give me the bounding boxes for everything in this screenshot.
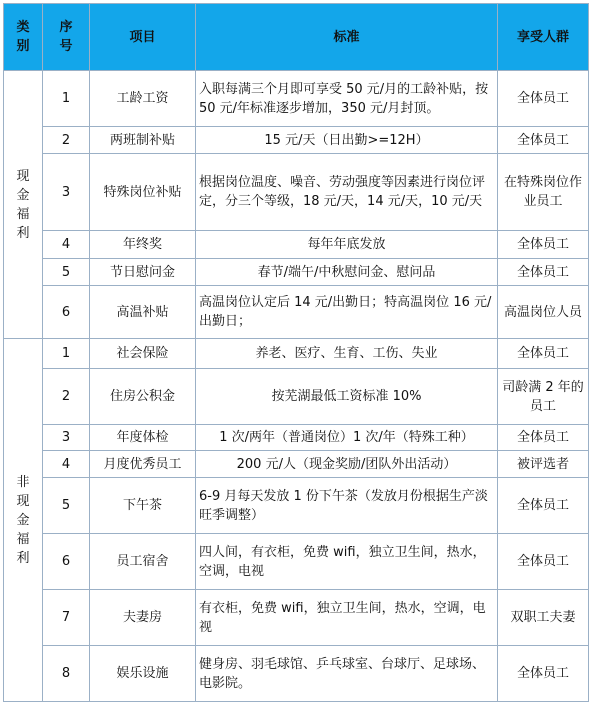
row-beneficiary: 被评选者	[498, 451, 589, 478]
row-standard: 每年年底发放	[196, 231, 498, 259]
row-item: 月度优秀员工	[90, 451, 196, 478]
vertical-char: 福	[16, 531, 30, 547]
row-standard: 入职每满三个月即可享受 50 元/月的工龄补贴，按 50 元/年标准逐步增加，350 元/月封顶。	[196, 71, 498, 127]
row-no: 2	[43, 127, 90, 154]
vertical-char: 现	[16, 168, 30, 184]
row-no: 6	[43, 286, 90, 339]
table-row	[4, 231, 589, 259]
row-beneficiary: 全体员工	[498, 339, 589, 369]
row-beneficiary: 高温岗位人员	[498, 286, 589, 339]
row-standard: 15 元/天（日出勤>=12H）	[196, 127, 498, 154]
vertical-char: 现	[16, 493, 30, 509]
row-item: 两班制补贴	[90, 127, 196, 154]
row-no: 1	[43, 71, 90, 127]
row-item: 年度体检	[90, 425, 196, 451]
vertical-char: 利	[16, 550, 30, 566]
category-cell-cash	[4, 71, 43, 339]
row-beneficiary: 全体员工	[498, 534, 589, 590]
row-standard: 200 元/人（现金奖励/团队外出活动）	[196, 451, 498, 478]
table-row	[4, 154, 589, 231]
row-beneficiary: 全体员工	[498, 478, 589, 534]
row-standard: 有衣柜，免费 wifi，独立卫生间，热水，空调，电视	[196, 590, 498, 646]
vertical-char: 序	[59, 20, 73, 35]
table-row	[4, 127, 589, 154]
row-item: 节日慰问金	[90, 259, 196, 286]
vertical-char: 金	[16, 512, 30, 528]
vertical-char: 类	[16, 20, 30, 35]
row-standard: 健身房、羽毛球馆、乒乓球室、台球厅、足球场、电影院。	[196, 646, 498, 702]
table-row	[4, 286, 589, 339]
vertical-char: 非	[16, 474, 30, 490]
welfare-table	[3, 3, 589, 702]
row-item: 特殊岗位补贴	[90, 154, 196, 231]
row-beneficiary: 全体员工	[498, 127, 589, 154]
table-row	[4, 590, 589, 646]
table-row	[4, 259, 589, 286]
table-row	[4, 451, 589, 478]
header-beneficiary: 享受人群	[498, 4, 589, 71]
row-beneficiary: 双职工夫妻	[498, 590, 589, 646]
row-no: 3	[43, 154, 90, 231]
header-row	[4, 4, 589, 71]
row-no: 4	[43, 451, 90, 478]
row-item: 社会保险	[90, 339, 196, 369]
row-item: 年终奖	[90, 231, 196, 259]
row-item: 工龄工资	[90, 71, 196, 127]
table-row	[4, 339, 589, 369]
row-standard: 根据岗位温度、噪音、劳动强度等因素进行岗位评定，分三个等级，18 元/天，14 元/天，10 元/天	[196, 154, 498, 231]
row-beneficiary: 全体员工	[498, 425, 589, 451]
row-standard: 养老、医疗、生育、工伤、失业	[196, 339, 498, 369]
row-standard: 1 次/两年（普通岗位）1 次/年（特殊工种）	[196, 425, 498, 451]
vertical-char: 金	[16, 187, 30, 203]
row-no: 1	[43, 339, 90, 369]
category-cell-noncash	[4, 339, 43, 702]
row-item: 员工宿舍	[90, 534, 196, 590]
table-row	[4, 425, 589, 451]
row-standard: 春节/端午/中秋慰问金、慰问品	[196, 259, 498, 286]
row-beneficiary: 全体员工	[498, 71, 589, 127]
table-row	[4, 71, 589, 127]
row-beneficiary: 司龄满 2 年的员工	[498, 369, 589, 425]
header-item: 项目	[90, 4, 196, 71]
row-no: 3	[43, 425, 90, 451]
row-item: 夫妻房	[90, 590, 196, 646]
row-item: 住房公积金	[90, 369, 196, 425]
row-no: 4	[43, 231, 90, 259]
row-item: 高温补贴	[90, 286, 196, 339]
vertical-char: 别	[16, 39, 30, 54]
row-item: 娱乐设施	[90, 646, 196, 702]
row-beneficiary: 全体员工	[498, 231, 589, 259]
row-beneficiary: 全体员工	[498, 259, 589, 286]
row-no: 6	[43, 534, 90, 590]
row-no: 8	[43, 646, 90, 702]
vertical-char: 号	[59, 39, 73, 54]
header-standard: 标准	[196, 4, 498, 71]
row-beneficiary: 全体员工	[498, 646, 589, 702]
header-category	[4, 4, 43, 71]
row-beneficiary: 在特殊岗位作业员工	[498, 154, 589, 231]
row-no: 2	[43, 369, 90, 425]
row-no: 5	[43, 478, 90, 534]
row-item: 下午茶	[90, 478, 196, 534]
row-standard: 四人间，有衣柜，免费 wifi，独立卫生间，热水，空调，电视	[196, 534, 498, 590]
row-standard: 高温岗位认定后 14 元/出勤日；特高温岗位 16 元/出勤日；	[196, 286, 498, 339]
table-row	[4, 369, 589, 425]
table-row	[4, 478, 589, 534]
row-no: 5	[43, 259, 90, 286]
vertical-char: 利	[16, 225, 30, 241]
row-no: 7	[43, 590, 90, 646]
row-standard: 6-9 月每天发放 1 份下午茶（发放月份根据生产淡旺季调整）	[196, 478, 498, 534]
row-standard: 按芜湖最低工资标准 10%	[196, 369, 498, 425]
header-no	[43, 4, 90, 71]
table-row	[4, 534, 589, 590]
vertical-char: 福	[16, 206, 30, 222]
table-row	[4, 646, 589, 702]
